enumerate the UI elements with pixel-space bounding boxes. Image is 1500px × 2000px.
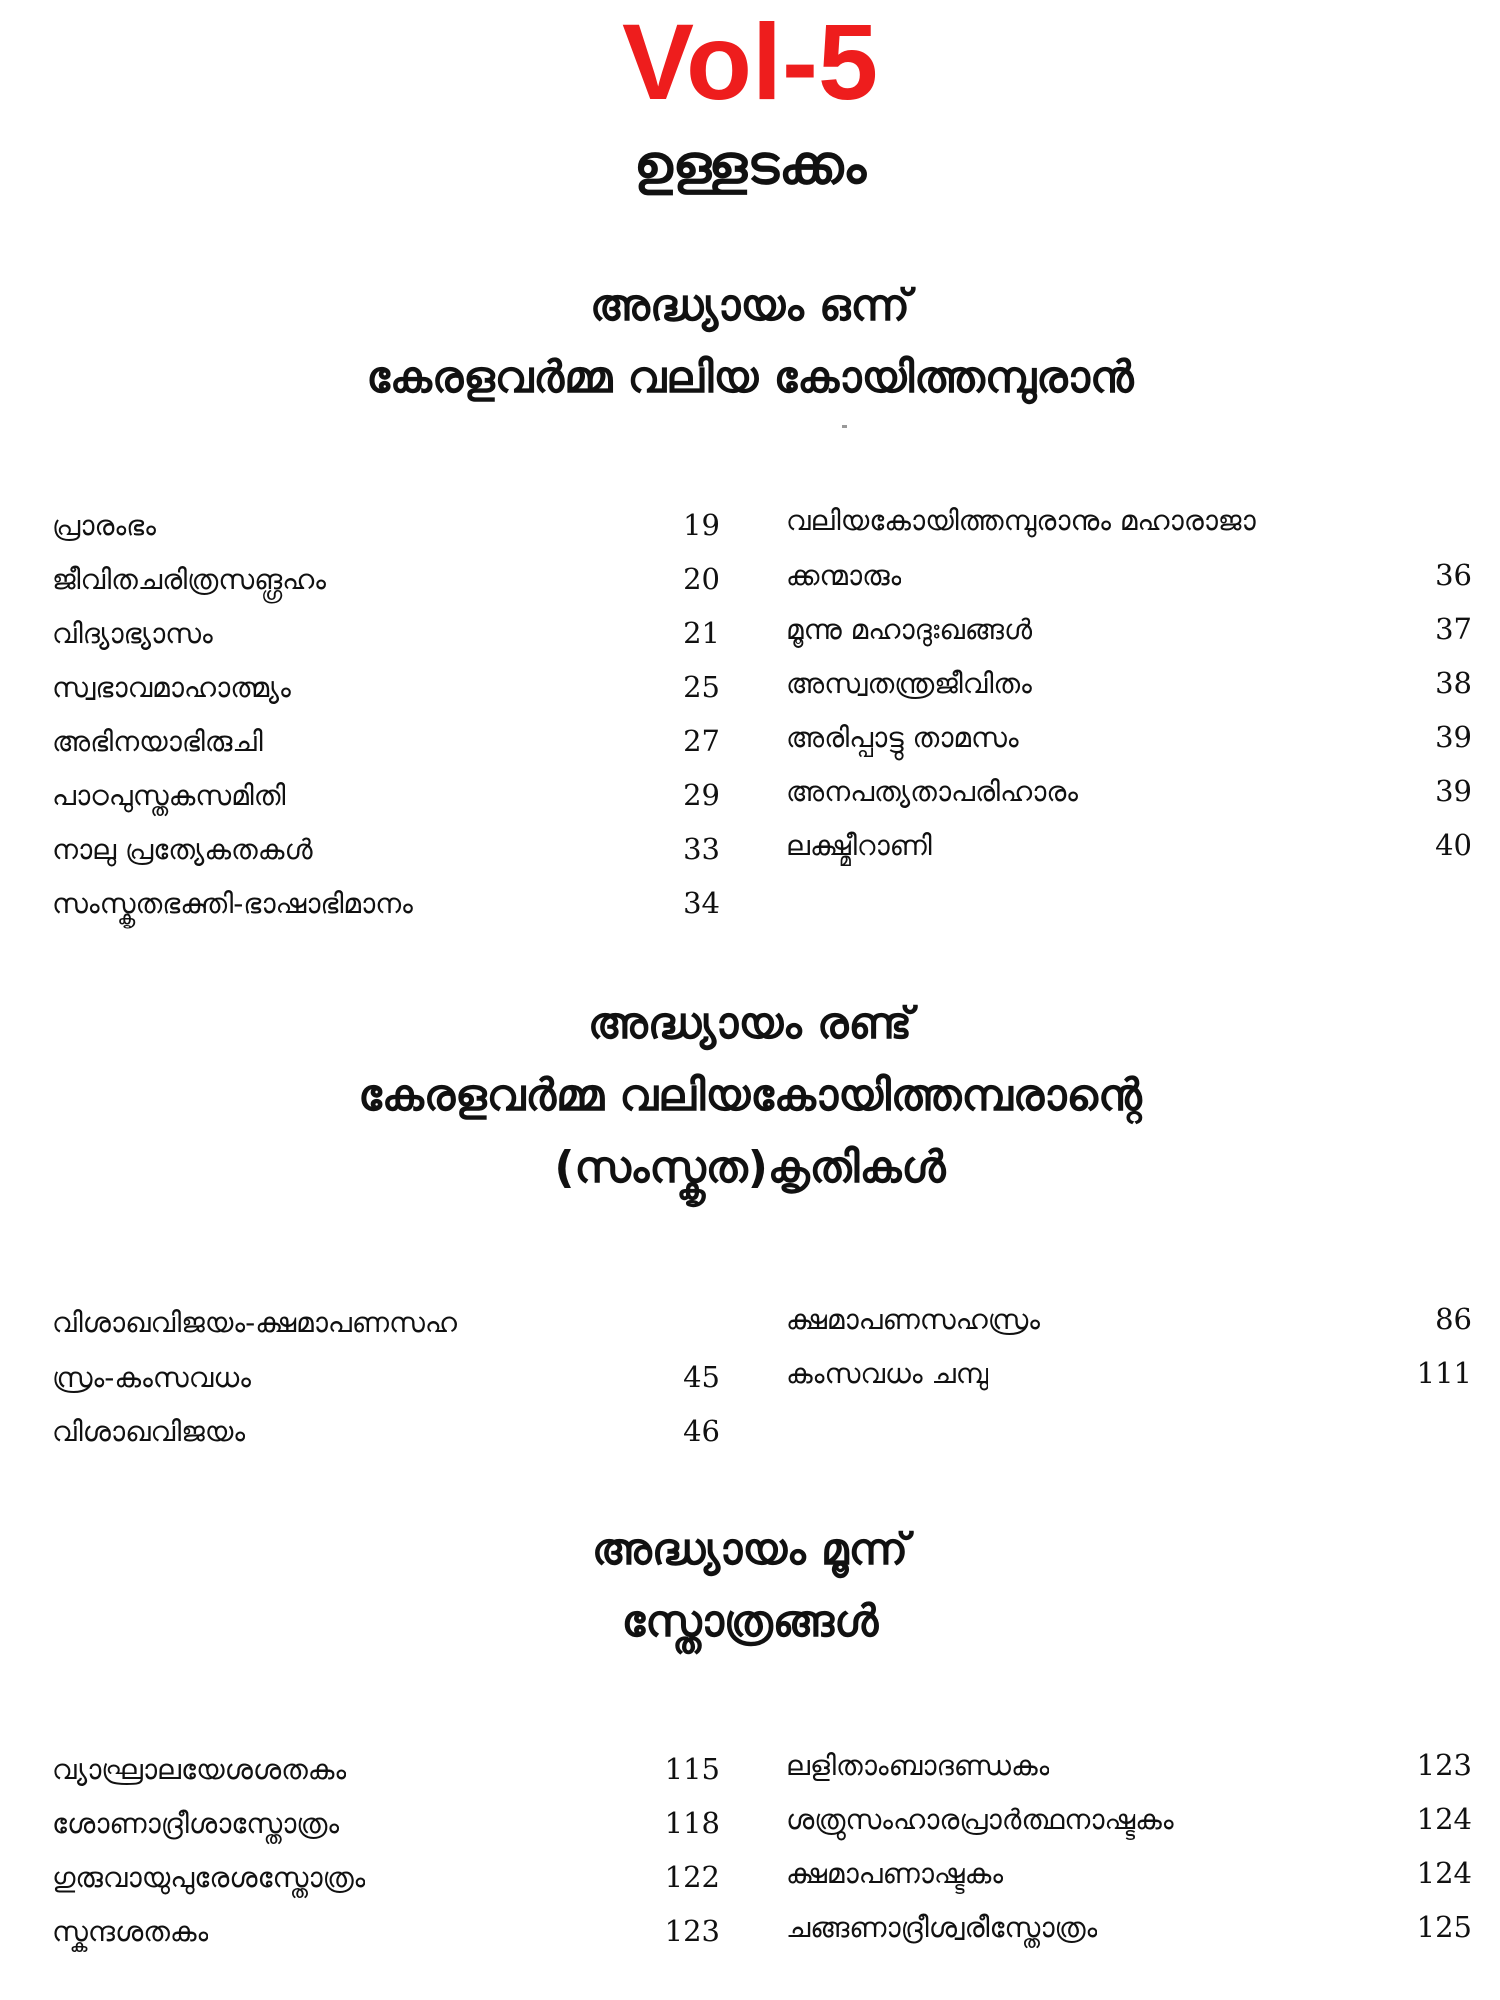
toc-entry-page: 122 [664,1860,720,1894]
toc-entry-title: സ്വഭാവമാഹാത്മ്യം [52,671,291,704]
toc-entry-title: പ്രാരംഭം [52,509,156,542]
chapter-1-heading [0,270,1500,414]
toc-entry-page: 19 [683,508,720,542]
toc-entry-title: മൂന്നു മഹാദുഃഖങ്ങൾ [786,613,1033,646]
toc-entry-title: ചങ്ങണാദ്രീശ്വരീസ്തോത്രം [786,1911,1098,1944]
chapter-3-left-column [52,1742,720,1958]
chapter-2-title: കേരളവർമ്മ വലിയകോയിത്തമ്പരാന്റെ [358,1070,1142,1121]
toc-entry-page: 123 [664,1914,720,1948]
toc-entry[interactable] [52,1904,720,1958]
toc-entry[interactable] [786,1792,1472,1846]
toc-entry[interactable] [52,1796,720,1850]
toc-entry[interactable] [52,660,720,714]
toc-entry-title: വിദ്യാഭ്യാസം [52,617,213,650]
toc-entry-title: പാഠപുസ്തകസമിതി [52,779,286,812]
toc-entry-page: 36 [1435,558,1472,592]
toc-entry-title: ക്ഷമാപണാഷ്ടകം [786,1857,1004,1890]
toc-entry-page: 39 [1435,774,1472,808]
toc-entry-page: 40 [1435,828,1472,862]
chapter-2-heading [0,988,1500,1204]
chapter-3-number: അദ്ധ്യായം മൂന്ന് [591,1524,909,1575]
chapter-1-title: കേരളവർമ്മ വലിയ കോയിത്തമ്പുരാൻ [366,352,1134,403]
toc-entry[interactable] [52,876,720,930]
toc-entry[interactable] [52,1850,720,1904]
toc-entry[interactable] [52,606,720,660]
toc-entry-page: 118 [664,1806,720,1840]
toc-entry-page: 20 [683,562,720,596]
toc-entry-title: സ്രം-കംസവധം [52,1361,251,1394]
toc-entry-title: സ്കന്ദശതകം [52,1915,209,1948]
toc-entry[interactable] [786,818,1472,872]
toc-entry-title: വിശാഖവിജയം [52,1415,246,1448]
toc-entry-title: സംസ്കൃതഭക്തി-ഭാഷാഭിമാനം [52,887,413,920]
toc-entry-title: വിശാഖവിജയം-ക്ഷമാപണസഹ [52,1306,457,1339]
toc-entry-page: 115 [664,1752,720,1786]
toc-entry-page: 86 [1435,1302,1472,1336]
toc-entry-page: 25 [683,670,720,704]
chapter-3-heading [0,1514,1500,1658]
toc-entry-page: 111 [1416,1356,1472,1390]
toc-entry[interactable] [786,764,1472,818]
toc-entry[interactable] [52,1404,720,1458]
toc-entry-title: ശത്രുസംഹാരപ്രാർത്ഥനാഷ്ടകം [786,1803,1174,1836]
toc-entry-title: അഭിനയാഭിരുചി [52,725,263,758]
volume-label: Vol-5 [621,1,879,122]
toc-entry-page: 38 [1435,666,1472,700]
toc-entry[interactable] [52,498,720,552]
toc-entry[interactable] [52,1742,720,1796]
toc-entry-title: കംസവധം ചമ്പു [786,1357,989,1390]
toc-entry-title: ജീവിതചരിത്രസങ്ഗ്രഹം [52,563,327,596]
toc-entry[interactable] [52,768,720,822]
toc-entry-title: അരിപ്പാട്ടു താമസം [786,721,1019,754]
toc-entry[interactable] [786,710,1472,764]
toc-entry[interactable] [786,1900,1472,1954]
print-speck [842,425,847,428]
toc-entry-title: വ്യാഘ്രാലയേശശതകം [52,1753,347,1786]
toc-entry-page: 124 [1416,1802,1472,1836]
toc-entry-page: 46 [683,1414,720,1448]
toc-entry[interactable] [52,822,720,876]
toc-entry[interactable] [786,602,1472,656]
toc-entry-page: 29 [683,778,720,812]
toc-entry-page: 125 [1416,1910,1472,1944]
toc-entry-page: 27 [683,724,720,758]
toc-entry-title: ഗുരുവായുപുരേശസ്തോത്രം [52,1861,366,1894]
toc-entry-title: അസ്വതന്ത്രജീവിതം [786,667,1032,700]
chapter-3-right-column [786,1738,1472,1954]
chapter-1-number: അദ്ധ്യായം ഒന്ന് [589,280,911,331]
chapter-2-number: അദ്ധ്യായം രണ്ട് [587,998,913,1049]
toc-entry[interactable] [786,1846,1472,1900]
chapter-3-title: സ്തോത്രങ്ങൾ [621,1596,879,1647]
toc-entry[interactable] [52,552,720,606]
chapter-2-right-column [786,1292,1472,1400]
toc-entry-page: 124 [1416,1856,1472,1890]
toc-entry-title: നാലു പ്രത്യേകതകൾ [52,833,313,866]
toc-entry[interactable] [786,1292,1472,1346]
toc-entry[interactable] [786,1346,1472,1400]
chapter-2-subtitle: (സംസ്കൃത)കൃതികൾ [554,1142,946,1193]
toc-entry-title: ക്കന്മാരും [786,559,902,592]
toc-entry[interactable] [52,714,720,768]
toc-entry-page: 21 [683,616,720,650]
toc-entry[interactable] [786,548,1472,602]
toc-entry-title: ക്ഷമാപണസഹസ്രം [786,1303,1040,1336]
toc-entry[interactable] [786,494,1472,548]
toc-entry-page: 34 [683,886,720,920]
toc-entry-title: വലിയകോയിത്തമ്പുരാനും മഹാരാജാ [786,504,1256,537]
toc-entry[interactable] [52,1350,720,1404]
chapter-1-left-column [52,498,720,930]
toc-entry-title: ലക്ഷ്മീറാണി [786,829,932,862]
toc-entry[interactable] [52,1296,720,1350]
toc-entry-page: 33 [683,832,720,866]
chapter-2-left-column [52,1296,720,1458]
toc-entry-title: ലളിതാംബാദണ്ഡകം [786,1749,1050,1782]
toc-entry-page: 45 [683,1360,720,1394]
toc-entry[interactable] [786,656,1472,710]
toc-entry-title: ശോണാദ്രീശാസ്തോത്രം [52,1807,340,1840]
toc-entry-page: 37 [1435,612,1472,646]
toc-entry-title: അനപത്യതാപരിഹാരം [786,775,1079,808]
contents-title: ഉള്ളടക്കം [633,133,867,196]
toc-entry[interactable] [786,1738,1472,1792]
chapter-1-right-column [786,494,1472,872]
toc-entry-page: 39 [1435,720,1472,754]
toc-entry-page: 123 [1416,1748,1472,1782]
